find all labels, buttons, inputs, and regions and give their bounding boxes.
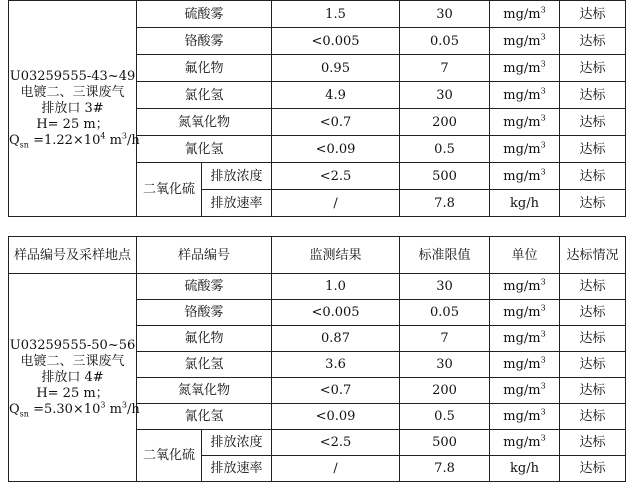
unit-cell: kg/h [490, 456, 560, 482]
status-cell: 达标 [560, 1, 626, 28]
limit-cell: 7 [400, 55, 490, 82]
item-cell: 氮氧化物 [137, 378, 272, 404]
limit-cell: 30 [400, 274, 490, 300]
monitoring-table-outlet-4 [8, 236, 626, 482]
status-cell: 达标 [560, 326, 626, 352]
unit-cell: $mg/m^3$ [490, 1, 560, 28]
limit-cell: 7 [400, 326, 490, 352]
item-cell: 硫酸雾 [137, 274, 272, 300]
unit-cell: $mg/m^3$ [490, 326, 560, 352]
result-cell: <0.7 [272, 109, 400, 136]
limit-cell: 0.05 [400, 300, 490, 326]
unit-cell: $mg/m^3$ [490, 404, 560, 430]
item-cell: 氮氧化物 [137, 109, 272, 136]
item-cell: 氟化物 [137, 55, 272, 82]
limit-cell: 0.5 [400, 404, 490, 430]
result-cell: <0.7 [272, 378, 400, 404]
item-cell: 氰化氢 [137, 136, 272, 163]
limit-cell: 30 [400, 1, 490, 28]
result-cell: <2.5 [272, 430, 400, 456]
item-cell: 排放速率 [202, 456, 272, 482]
status-cell: 达标 [560, 300, 626, 326]
so2-label-cell: 二氧化硫 [137, 163, 202, 217]
result-cell: <0.005 [272, 28, 400, 55]
limit-cell: 200 [400, 378, 490, 404]
table-header-row [9, 237, 626, 274]
unit-cell: kg/h [490, 190, 560, 217]
item-cell: 排放速率 [202, 190, 272, 217]
result-cell: <2.5 [272, 163, 400, 190]
result-cell: 1.0 [272, 274, 400, 300]
unit-cell: $mg/m^3$ [490, 300, 560, 326]
result-cell: 1.5 [272, 1, 400, 28]
result-cell: <0.005 [272, 300, 400, 326]
result-cell: 0.87 [272, 326, 400, 352]
status-cell: 达标 [560, 82, 626, 109]
result-cell: 4.9 [272, 82, 400, 109]
item-cell: 铬酸雾 [137, 300, 272, 326]
item-cell: 排放浓度 [202, 430, 272, 456]
unit-cell: $mg/m^3$ [490, 136, 560, 163]
limit-cell: 7.8 [400, 456, 490, 482]
header-status: 达标情况 [560, 237, 626, 274]
sample-location-cell: U03259555-50~56 电镀二、三课废气 排放口 4# H= 25 m； $Q_{sn} =5.30\times 10^3$ $m^3/h$ [9, 274, 137, 482]
header-limit: 标准限值 [400, 237, 490, 274]
limit-cell: 30 [400, 352, 490, 378]
status-cell: 达标 [560, 378, 626, 404]
result-cell: 0.95 [272, 55, 400, 82]
status-cell: 达标 [560, 55, 626, 82]
sample-location-cell: U03259555-43~49 电镀二、三课废气 排放口 3# H= 25 m； $Q_{sn} =1.22\times 10^4$ $m^3/h$ [9, 1, 137, 217]
unit-cell: $mg/m^3$ [490, 274, 560, 300]
status-cell: 达标 [560, 352, 626, 378]
item-cell: 氯化氢 [137, 82, 272, 109]
unit-cell: $mg/m^3$ [490, 378, 560, 404]
status-cell: 达标 [560, 456, 626, 482]
item-cell: 铬酸雾 [137, 28, 272, 55]
result-cell: 3.6 [272, 352, 400, 378]
result-cell: / [272, 456, 400, 482]
status-cell: 达标 [560, 136, 626, 163]
status-cell: 达标 [560, 430, 626, 456]
item-cell: 氰化氢 [137, 404, 272, 430]
header-sample-location: 样品编号及采样地点 [9, 237, 137, 274]
so2-label-cell: 二氧化硫 [137, 430, 202, 482]
result-cell: <0.09 [272, 404, 400, 430]
status-cell: 达标 [560, 109, 626, 136]
unit-cell: $mg/m^3$ [490, 82, 560, 109]
unit-cell: $mg/m^3$ [490, 430, 560, 456]
status-cell: 达标 [560, 274, 626, 300]
unit-cell: $mg/m^3$ [490, 109, 560, 136]
item-cell: 氟化物 [137, 326, 272, 352]
status-cell: 达标 [560, 404, 626, 430]
limit-cell: 500 [400, 430, 490, 456]
limit-cell: 500 [400, 163, 490, 190]
item-cell: 排放浓度 [202, 163, 272, 190]
item-cell: 硫酸雾 [137, 1, 272, 28]
limit-cell: 0.05 [400, 28, 490, 55]
result-cell: / [272, 190, 400, 217]
header-result: 监测结果 [272, 237, 400, 274]
limit-cell: 200 [400, 109, 490, 136]
limit-cell: 30 [400, 82, 490, 109]
table-row [9, 1, 626, 28]
table-gap [0, 222, 633, 236]
status-cell: 达标 [560, 190, 626, 217]
unit-cell: $mg/m^3$ [490, 28, 560, 55]
limit-cell: 0.5 [400, 136, 490, 163]
limit-cell: 7.8 [400, 190, 490, 217]
status-cell: 达标 [560, 163, 626, 190]
status-cell: 达标 [560, 28, 626, 55]
unit-cell: $mg/m^3$ [490, 55, 560, 82]
header-unit: 单位 [490, 237, 560, 274]
item-cell: 氯化氢 [137, 352, 272, 378]
header-sample-id: 样品编号 [137, 237, 272, 274]
monitoring-table-outlet-3 [8, 0, 626, 217]
table-row [9, 274, 626, 300]
unit-cell: $mg/m^3$ [490, 352, 560, 378]
unit-cell: $mg/m^3$ [490, 163, 560, 190]
result-cell: <0.09 [272, 136, 400, 163]
